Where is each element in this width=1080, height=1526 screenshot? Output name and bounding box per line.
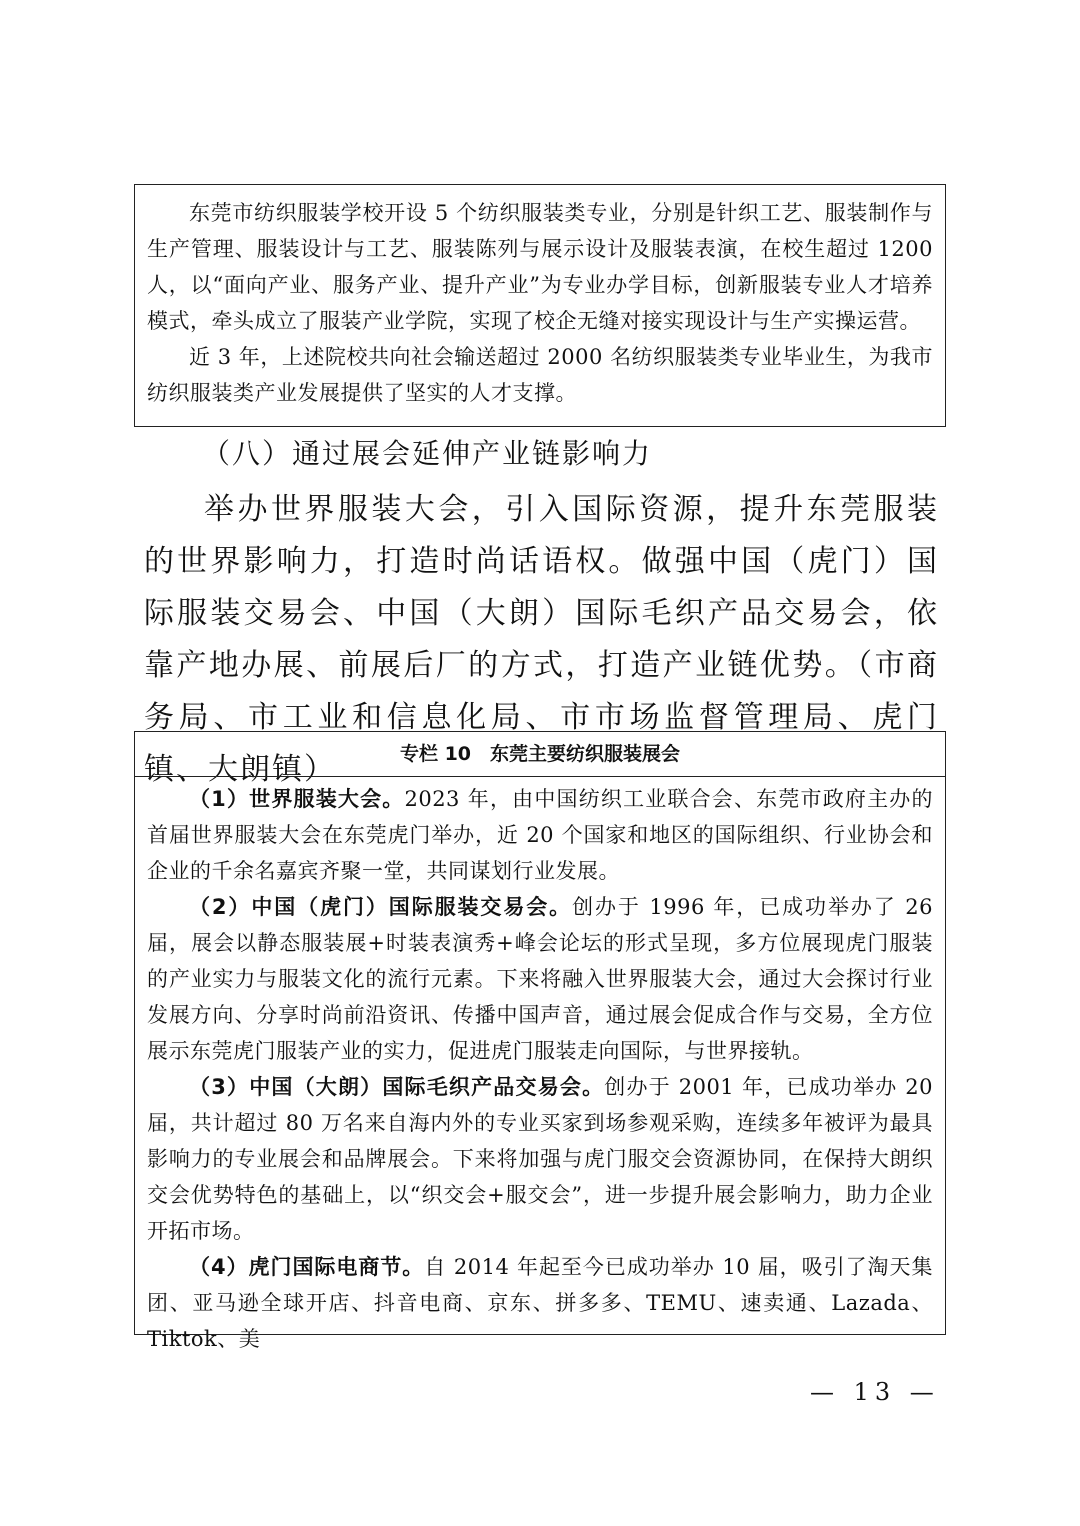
- exhibition-item-text: 自 2014 年起至今已成功举办 10 届，吸引了淘天集团、亚马逊全球开店、抖音电商、京东、拼多多、TEMU、速卖通、Lazada、Tiktok、美: [147, 1255, 933, 1351]
- exhibition-item-title: （2）中国（虎门）国际服装交易会。: [189, 895, 573, 919]
- exhibition-item-title: （3）中国（大朗）国际毛织产品交易会。: [189, 1075, 605, 1099]
- column-title: 专栏 10 东莞主要纺织服装展会: [135, 732, 945, 777]
- exhibition-item-title: （4）虎门国际电商节。: [189, 1255, 425, 1279]
- page-number: — 13 —: [810, 1378, 940, 1406]
- exhibition-item-text: 2023 年，由中国纺织工业联合会、东莞市政府主办的首届世界服装大会在东莞虎门举办，近 20 个国家和地区的国际组织、行业协会和企业的千余名嘉宾齐聚一堂，共同谋划行业发展。: [147, 787, 933, 883]
- box-paragraph: 近 3 年，上述院校共向社会输送超过 2000 名纺织服装类专业毕业生，为我市纺织服装类产业发展提供了坚实的人才支撑。: [147, 345, 933, 405]
- exhibition-item-text: 创办于 1996 年，已成功举办了 26 届，展会以静态服装展+时装表演秀+峰会论坛的形式呈现，多方位展现虎门服装的产业实力与服装文化的流行元素。下来将融入世界服装大会，通过大会探讨行业发展方向、分享时尚前沿资讯、传播中国声音，通过展会促成合作与交易，全方位展示东莞虎门服装产业的实力，促进虎门服装走向国际，与世界接轨。: [147, 895, 933, 1063]
- box-paragraph: 东莞市纺织服装学校开设 5 个纺织服装类专业，分别是针织工艺、服装制作与生产管理、服装设计与工艺、服装陈列与展示设计及服装表演，在校生超过 1200 人，以“面向产业、服务产业、提升产业”为专业办学目标，创新服装专业人才培养模式，牵头成立了服装产业学院，实现了校企无缝对接实现设计与生产实操运营。: [147, 201, 933, 333]
- responsible-departments: （市商务局、市工业和信息化局、市市场监督管理局、虎门镇、大朗镇）: [144, 648, 940, 787]
- exhibition-item: [147, 1069, 933, 1249]
- section-heading: （八）通过展会延伸产业链影响力: [202, 437, 653, 470]
- section-body-text: 举办世界服装大会，引入国际资源，提升东莞服装的世界影响力，打造时尚话语权。做强中国（虎门）国际服装交易会、中国（大朗）国际毛织产品交易会，依靠产地办展、前展后厂的方式，打造产业链优势。: [144, 492, 939, 683]
- exhibition-item: [147, 889, 933, 1069]
- exhibition-item-title: （1）世界服装大会。: [189, 787, 405, 811]
- exhibition-item: [147, 781, 933, 889]
- column-body: [135, 777, 945, 1357]
- exhibition-column-box: [134, 731, 946, 1351]
- talent-info-box: [134, 184, 946, 427]
- exhibition-item-text: 创办于 2001 年，已成功举办 20 届，共计超过 80 万名来自海内外的专业买家到场参观采购，连续多年被评为最具影响力的专业展会和品牌展会。下来将加强与虎门服交会资源协同，在保持大朗织交会优势特色的基础上，以“织交会+服交会”，进一步提升展会影响力，助力企业开拓市场。: [147, 1075, 933, 1243]
- exhibition-item: [147, 1249, 933, 1357]
